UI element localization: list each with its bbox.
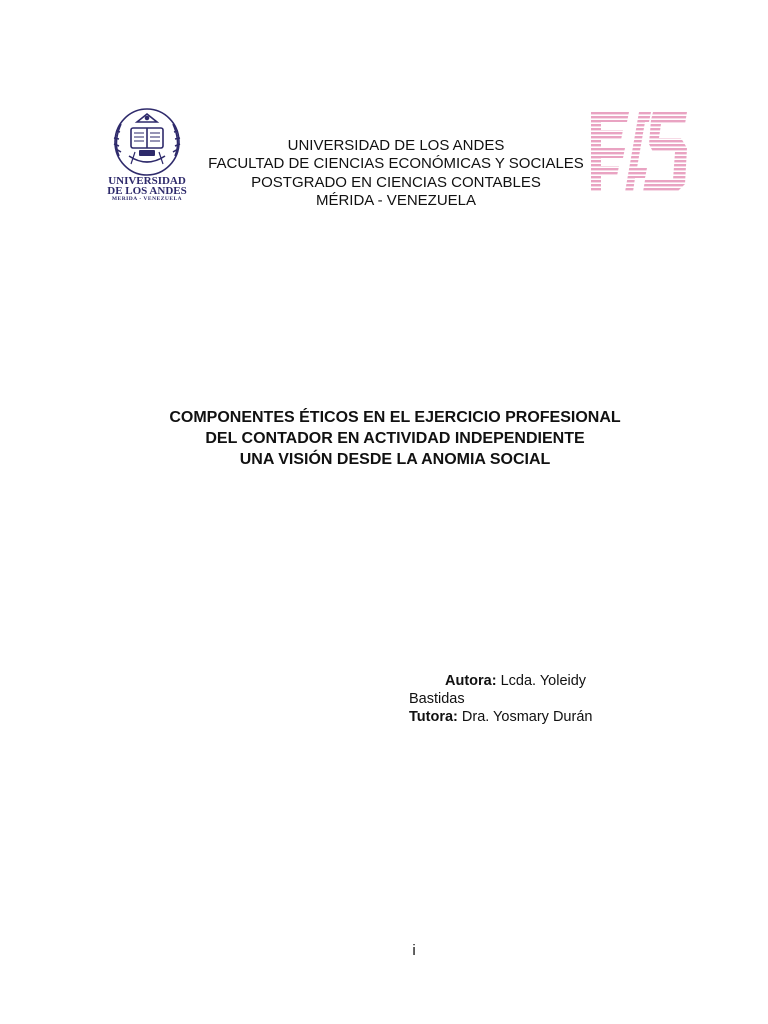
authors-block — [409, 672, 629, 726]
header-faculty: FACULTAD DE CIENCIAS ECONÓMICAS Y SOCIALES — [208, 155, 584, 173]
author-line — [409, 672, 629, 690]
page-number: i — [412, 942, 416, 959]
faces-logo-icon — [589, 108, 689, 194]
faculty-logo — [589, 108, 689, 194]
header-postgraduate: POSTGRADO EN CIENCIAS CONTABLES — [251, 173, 541, 191]
ula-logo-line3: MERIDA - VENEZUELA — [111, 196, 183, 202]
title-line-2: DEL CONTADOR EN ACTIVIDAD INDEPENDIENTE — [205, 430, 585, 447]
author-name-part1: Lcda. Yoleidy — [500, 673, 587, 689]
university-logo — [99, 106, 195, 206]
tutor-line — [409, 708, 629, 726]
tutor-label: Tutora: — [409, 709, 462, 725]
header-university: UNIVERSIDAD DE LOS ANDES — [287, 137, 505, 154]
author-label: Autora: — [445, 673, 501, 689]
author-name-part2: Bastidas — [409, 691, 465, 707]
ula-logo-line2: DE LOS ANDES — [107, 185, 187, 197]
document-title — [130, 407, 660, 470]
title-line-3: UNA VISIÓN DESDE LA ANOMIA SOCIAL — [239, 451, 551, 468]
ula-logo-line1: UNIVERSIDAD — [108, 175, 186, 187]
title-line-1: COMPONENTES ÉTICOS EN EL EJERCICIO PROFESIONAL — [169, 409, 621, 426]
tutor-name: Dra. Yosmary Durán — [461, 709, 593, 725]
institution-header — [196, 137, 596, 210]
header-location: MÉRIDA - VENEZUELA — [315, 191, 477, 209]
